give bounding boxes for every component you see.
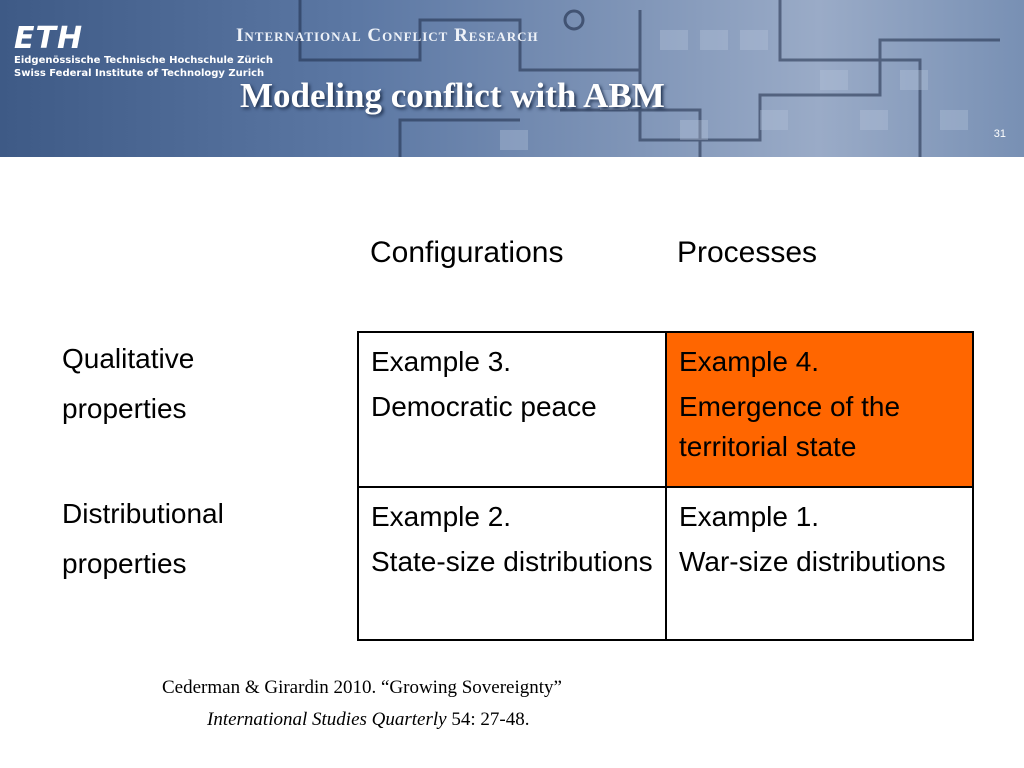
citation-authors-title: Cederman & Girardin 2010. “Growing Sovereignty” bbox=[162, 677, 562, 698]
institution-name-english: Swiss Federal Institute of Technology Zurich bbox=[14, 68, 265, 79]
cell-example-label: Example 3. bbox=[371, 346, 512, 377]
eth-logo: ETH bbox=[14, 21, 84, 56]
row-label-line: Qualitative bbox=[62, 343, 195, 374]
row-label-qualitative bbox=[62, 334, 194, 434]
slide-title: Modeling conflict with ABM bbox=[240, 76, 665, 115]
cell-distributional-processes bbox=[665, 486, 974, 641]
research-group-name: International Conflict Research bbox=[236, 25, 539, 46]
row-label-line: Distributional bbox=[62, 498, 224, 529]
citation-journal bbox=[207, 709, 529, 731]
row-label-distributional bbox=[62, 489, 224, 589]
row-label-line: properties bbox=[62, 393, 187, 424]
cell-description: Democratic peace bbox=[371, 391, 597, 422]
column-header-processes: Processes bbox=[677, 236, 818, 269]
cell-example-label: Example 1. bbox=[679, 501, 820, 532]
cell-qualitative-configurations bbox=[357, 331, 667, 488]
column-header-configurations: Configurations bbox=[370, 236, 564, 269]
cell-description: Emergence of the territorial state bbox=[679, 391, 901, 462]
cell-qualitative-processes bbox=[665, 331, 974, 488]
cell-example-label: Example 2. bbox=[371, 501, 512, 532]
cell-example-label: Example 4. bbox=[679, 346, 820, 377]
institution-name-german: Eidgenössische Technische Hochschule Zürich bbox=[14, 55, 273, 66]
header-banner bbox=[0, 0, 1024, 157]
cell-distributional-configurations bbox=[357, 486, 667, 641]
cell-description: War-size distributions bbox=[679, 546, 946, 577]
citation-journal-name: International Studies Quarterly bbox=[207, 709, 447, 730]
slide-number: 31 bbox=[993, 128, 1006, 140]
row-label-line: properties bbox=[62, 548, 187, 579]
cell-description: State-size distributions bbox=[371, 546, 653, 577]
citation-volume-pages: 54: 27-48. bbox=[446, 709, 530, 730]
